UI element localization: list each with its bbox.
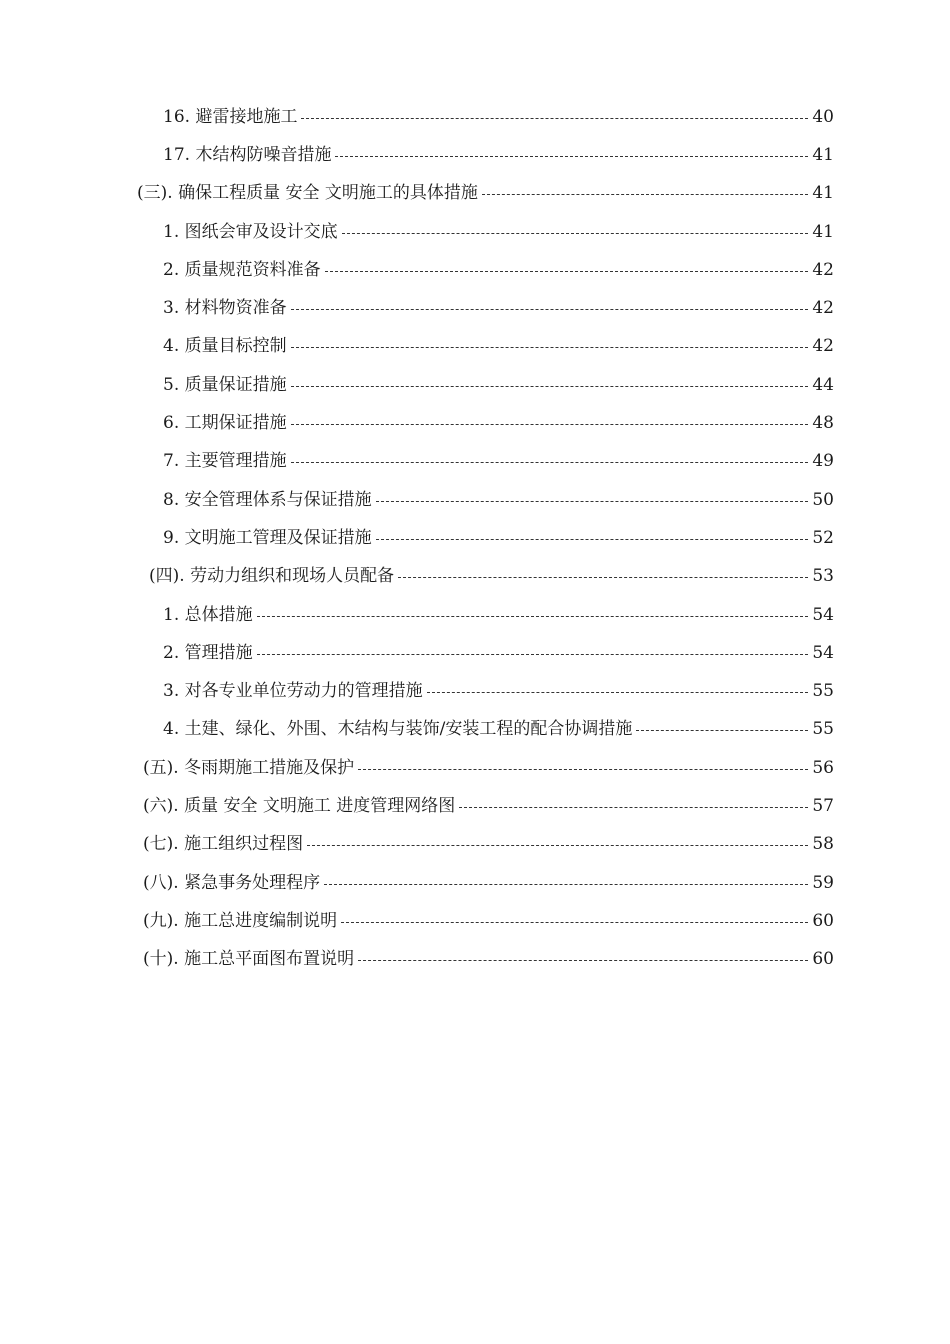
toc-entry[interactable] (0, 826, 834, 864)
toc-entry-title: 1. 总体措施 (163, 604, 253, 625)
toc-entry-title: (八). 紧急事务处理程序 (143, 872, 321, 893)
toc-dot-leader (291, 347, 808, 348)
toc-entry[interactable] (0, 749, 834, 787)
toc-entry-title: 2. 管理措施 (163, 642, 253, 663)
toc-entry[interactable] (0, 672, 834, 710)
toc-dot-leader (459, 807, 808, 808)
toc-page-number: 54 (812, 604, 834, 625)
toc-entry-title: (五). 冬雨期施工措施及保护 (143, 757, 355, 778)
toc-dot-leader (291, 386, 808, 387)
toc-entry[interactable] (0, 519, 834, 557)
toc-page-number: 58 (812, 834, 834, 855)
toc-dot-leader (291, 424, 808, 425)
toc-dot-leader (291, 309, 808, 310)
toc-page-number: 40 (812, 106, 834, 127)
toc-page-number: 49 (812, 451, 834, 472)
toc-dot-leader (324, 884, 808, 885)
toc-entry-title: 4. 质量目标控制 (163, 336, 287, 357)
toc-dot-leader (257, 654, 808, 655)
toc-page-number: 48 (812, 413, 834, 434)
toc-entry[interactable] (0, 941, 834, 979)
toc-dot-leader (376, 539, 808, 540)
toc-entry-title: 7. 主要管理措施 (163, 451, 287, 472)
toc-dot-leader (335, 156, 808, 157)
toc-dot-leader (398, 577, 808, 578)
toc-entry[interactable] (0, 711, 834, 749)
toc-entry-title: 16. 避雷接地施工 (163, 106, 298, 127)
toc-page-number: 42 (812, 336, 834, 357)
toc-entry-title: 4. 土建、绿化、外围、木结构与装饰/安装工程的配合协调措施 (163, 719, 633, 740)
toc-page-number: 41 (812, 183, 834, 204)
toc-entry[interactable] (0, 558, 834, 596)
toc-page-number: 55 (812, 719, 834, 740)
toc-page-number: 59 (812, 872, 834, 893)
toc-entry[interactable] (0, 175, 834, 213)
toc-entry[interactable] (0, 136, 834, 174)
toc-entry-title: (三). 确保工程质量 安全 文明施工的具体措施 (137, 183, 478, 204)
toc-dot-leader (482, 194, 808, 195)
toc-page-number: 57 (812, 795, 834, 816)
toc-page-number: 41 (812, 144, 834, 165)
toc-dot-leader (342, 233, 808, 234)
toc-entry-title: 2. 质量规范资料准备 (163, 259, 321, 280)
toc-page-number: 54 (812, 642, 834, 663)
toc-dot-leader (301, 118, 808, 119)
toc-dot-leader (376, 501, 808, 502)
toc-page-number: 53 (812, 566, 834, 587)
toc-entry-title: (七). 施工组织过程图 (143, 834, 304, 855)
toc-entry[interactable] (0, 328, 834, 366)
table-of-contents (0, 98, 950, 979)
toc-entry[interactable] (0, 634, 834, 672)
toc-entry-title: (九). 施工总进度编制说明 (143, 910, 338, 931)
toc-dot-leader (291, 462, 808, 463)
toc-entry[interactable] (0, 864, 834, 902)
toc-dot-leader (325, 271, 808, 272)
toc-entry[interactable] (0, 213, 834, 251)
toc-entry[interactable] (0, 251, 834, 289)
toc-entry-title: 17. 木结构防噪音措施 (163, 144, 332, 165)
toc-entry[interactable] (0, 404, 834, 442)
toc-entry-title: (十). 施工总平面图布置说明 (143, 949, 355, 970)
toc-page-number: 55 (812, 681, 834, 702)
toc-dot-leader (358, 960, 808, 961)
toc-entry-title: 5. 质量保证措施 (163, 374, 287, 395)
toc-page-number: 42 (812, 259, 834, 280)
toc-page-number: 42 (812, 298, 834, 319)
toc-entry-title: 3. 对各专业单位劳动力的管理措施 (163, 681, 423, 702)
toc-entry[interactable] (0, 481, 834, 519)
toc-page-number: 44 (812, 374, 834, 395)
toc-dot-leader (341, 922, 808, 923)
toc-entry-title: 6. 工期保证措施 (163, 413, 287, 434)
toc-entry-title: 1. 图纸会审及设计交底 (163, 221, 338, 242)
toc-page-number: 41 (812, 221, 834, 242)
toc-page-number: 56 (812, 757, 834, 778)
toc-dot-leader (358, 769, 808, 770)
toc-entry[interactable] (0, 596, 834, 634)
toc-page-number: 60 (812, 910, 834, 931)
toc-entry-title: 9. 文明施工管理及保证措施 (163, 527, 372, 548)
toc-page-number: 52 (812, 527, 834, 548)
toc-entry-title: 3. 材料物资准备 (163, 298, 287, 319)
toc-dot-leader (427, 692, 808, 693)
toc-entry[interactable] (0, 787, 834, 825)
toc-entry[interactable] (0, 902, 834, 940)
toc-entry-title: 8. 安全管理体系与保证措施 (163, 489, 372, 510)
toc-entry[interactable] (0, 366, 834, 404)
toc-entry[interactable] (0, 98, 834, 136)
toc-dot-leader (307, 845, 808, 846)
toc-entry-title: (六). 质量 安全 文明施工 进度管理网络图 (143, 795, 456, 816)
toc-page-number: 50 (812, 489, 834, 510)
toc-page-number: 60 (812, 949, 834, 970)
toc-dot-leader (257, 616, 808, 617)
toc-entry[interactable] (0, 443, 834, 481)
toc-entry-title: (四). 劳动力组织和现场人员配备 (149, 566, 395, 587)
toc-dot-leader (636, 730, 808, 731)
toc-entry[interactable] (0, 289, 834, 327)
